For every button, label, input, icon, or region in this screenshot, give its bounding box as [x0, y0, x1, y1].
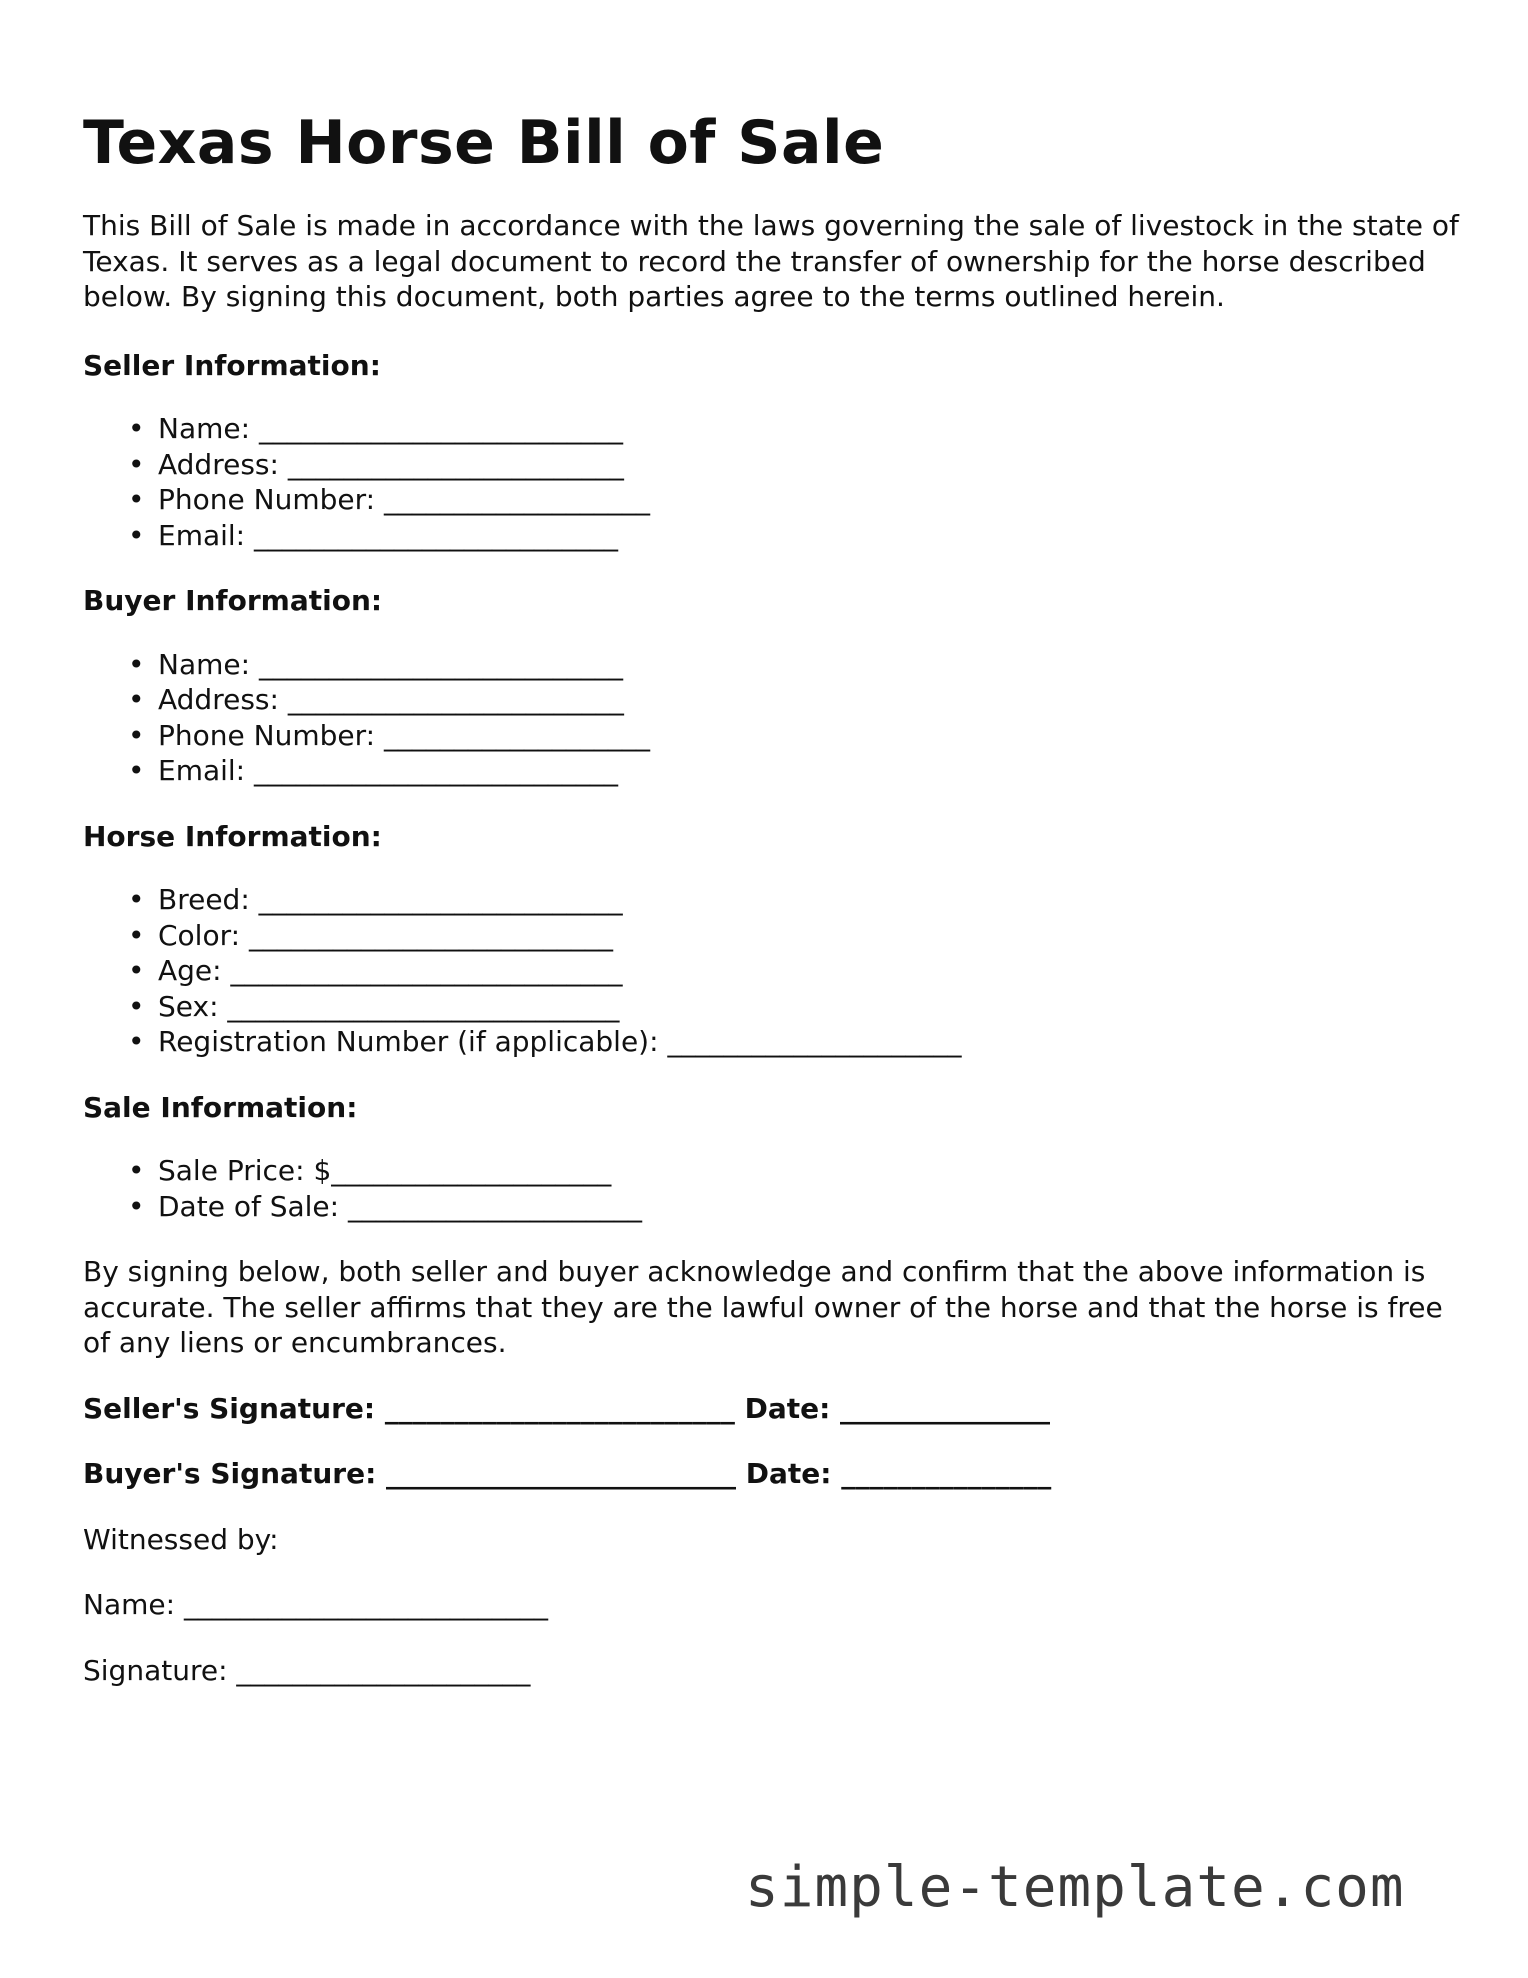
bullet-icon: • — [128, 447, 145, 481]
horse-list — [83, 882, 1463, 1060]
bullet-icon: • — [128, 883, 145, 916]
horse-color-field[interactable]: • Color: __________________________ — [128, 918, 613, 952]
sale-price-field[interactable]: • Sale Price: $____________________ — [128, 1154, 612, 1187]
horse-breed-field[interactable]: • Breed: __________________________ — [128, 883, 623, 916]
bullet-icon: • — [128, 518, 145, 552]
seller-heading: Seller Information: — [83, 348, 381, 382]
buyer-heading: Buyer Information: — [83, 584, 383, 617]
intro-paragraph: This Bill of Sale is made in accordance with the laws governing the sale of livestock in the state of Texas. It serves as a legal document to record the transfer of ownership for the horse described below. By signing this document, both parties agree to the terms outlined herein. — [83, 209, 1459, 313]
buyer-phone-field[interactable]: • Phone Number: ___________________ — [128, 718, 650, 752]
seller-phone-field[interactable]: • Phone Number: ___________________ — [128, 483, 650, 516]
bullet-icon: • — [128, 683, 145, 716]
page-title: Texas Horse Bill of Sale — [83, 108, 885, 178]
seller-name-field[interactable]: • Name: __________________________ — [128, 412, 623, 445]
sale-heading: Sale Information: — [83, 1090, 358, 1124]
horse-heading: Horse Information: — [83, 819, 382, 853]
bullet-icon: • — [128, 989, 145, 1023]
seller-email-field[interactable]: • Email: __________________________ — [128, 518, 619, 552]
bullet-icon: • — [128, 954, 145, 987]
affirmation-paragraph: By signing below, both seller and buyer acknowledge and confirm that the above information is accurate. The seller affirms that they are the lawful owner of the horse and that the horse is free of any liens or encumbrances. — [83, 1255, 1443, 1359]
watermark-text: simple-template.com — [745, 1855, 1405, 1920]
buyer-address-field[interactable]: • Address: ________________________ — [128, 683, 624, 716]
witness-signature-line[interactable]: Signature: _____________________ — [83, 1653, 531, 1687]
sale-list — [83, 1153, 1463, 1224]
sale-date-field[interactable]: • Date of Sale: _____________________ — [128, 1189, 642, 1223]
witness-label: Witnessed by: — [83, 1522, 279, 1556]
document-page — [83, 98, 1463, 1718]
bullet-icon: • — [128, 1154, 145, 1187]
bullet-icon: • — [128, 647, 145, 681]
buyer-list — [83, 647, 1463, 789]
seller-signature-line[interactable]: Seller's Signature: _________________________ Date: _______________ — [83, 1391, 1051, 1425]
horse-sex-field[interactable]: • Sex: ____________________________ — [128, 989, 620, 1023]
horse-age-field[interactable]: • Age: ____________________________ — [128, 954, 623, 987]
buyer-signature-line[interactable]: Buyer's Signature: _________________________ Date: _______________ — [83, 1457, 1052, 1490]
witness-name-line[interactable]: Name: __________________________ — [83, 1588, 548, 1621]
bullet-icon: • — [128, 754, 145, 787]
buyer-email-field[interactable]: • Email: __________________________ — [128, 754, 619, 787]
buyer-name-field[interactable]: • Name: __________________________ — [128, 647, 623, 681]
seller-list — [83, 411, 1463, 553]
seller-address-field[interactable]: • Address: ________________________ — [128, 447, 624, 481]
bullet-icon: • — [128, 1189, 145, 1223]
bullet-icon: • — [128, 412, 145, 445]
horse-registration-field[interactable]: • Registration Number (if applicable): _____________________ — [128, 1025, 962, 1058]
bullet-icon: • — [128, 483, 145, 516]
bullet-icon: • — [128, 718, 145, 752]
bullet-icon: • — [128, 1025, 145, 1058]
bullet-icon: • — [128, 918, 145, 952]
